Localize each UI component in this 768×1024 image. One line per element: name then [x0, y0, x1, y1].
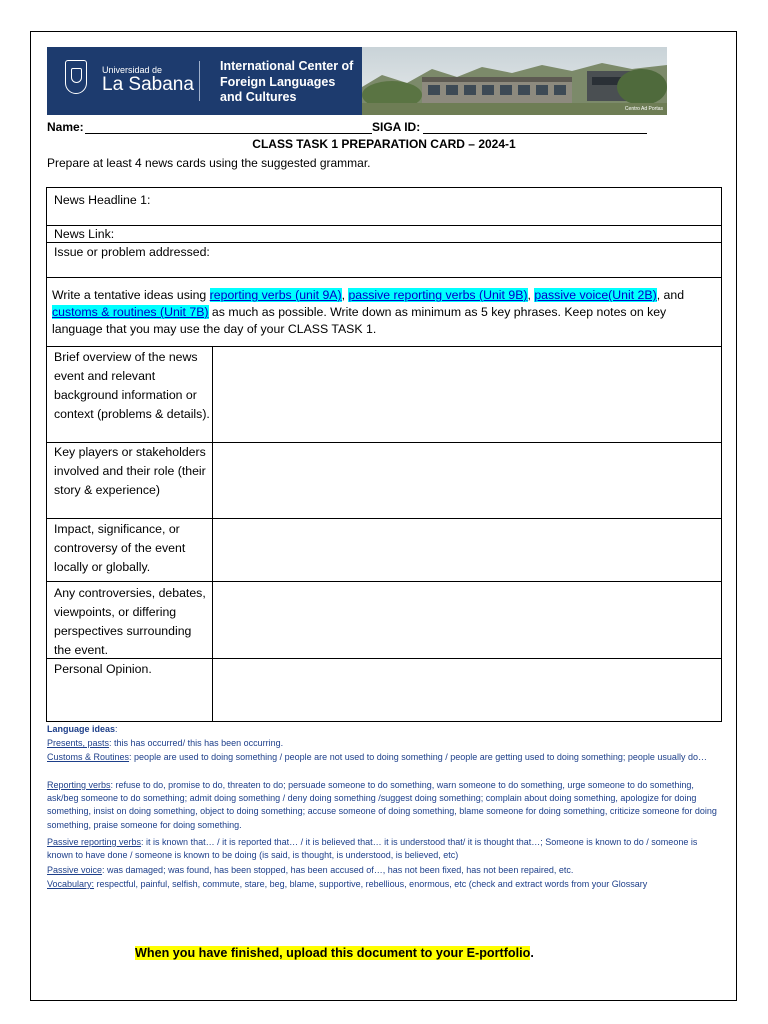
siga-id-label: SIGA ID:	[372, 120, 421, 134]
news-link-label: News Link:	[54, 227, 115, 241]
upload-instruction	[135, 946, 534, 960]
customs-routines-link[interactable]: customs & routines (Unit 7B)	[52, 305, 209, 319]
language-item-label: Passive reporting verbs	[47, 837, 142, 847]
ideas-text-2: as much as possible. Write down as minimum as 5 key phrases. Keep notes on key language that you may use the day of your CLASS TASK 1.	[52, 305, 667, 336]
row-key-players-answer[interactable]	[213, 443, 721, 517]
row-key-players-label: Key players or stakeholders involved and their role (their story & experience)	[54, 445, 206, 497]
language-item-reporting-verbs	[47, 779, 723, 832]
language-item-text: : was damaged; was found, has been stopped, has been accused of…, has not been fixed, has not been repaired, etc.	[102, 865, 574, 875]
language-item-label: Reporting verbs	[47, 780, 111, 790]
center-name: International Center of Foreign Languages and Cultures	[220, 59, 354, 104]
row-overview-answer[interactable]	[213, 347, 721, 441]
issue-field[interactable]	[46, 242, 722, 278]
row-opinion-label: Personal Opinion.	[54, 662, 152, 676]
language-item-text: : people are used to doing something / people are not used to doing something / people are getting used to doing something; people usually do…	[129, 752, 707, 762]
university-shield-icon	[65, 60, 87, 94]
language-item-text: : this has occurred/ this has been occurring.	[109, 738, 284, 748]
university-name: La Sabana	[102, 74, 194, 95]
upload-instruction-period: .	[530, 946, 534, 960]
language-item-label: Passive voice	[47, 865, 103, 875]
university-logo-block	[47, 47, 362, 115]
language-item-label: Customs & Routines	[47, 752, 130, 762]
name-field[interactable]	[85, 133, 372, 134]
language-item-label: Vocabulary:	[47, 879, 95, 889]
language-item-presents	[47, 737, 723, 750]
ideas-sep-2: ,	[527, 288, 535, 302]
news-link-field[interactable]	[46, 225, 722, 243]
language-item-vocabulary	[47, 878, 723, 891]
document-title: CLASS TASK 1 PREPARATION CARD – 2024-1	[252, 137, 516, 151]
ideas-text-1: Write a tentative ideas using	[52, 288, 210, 302]
language-ideas-heading	[47, 723, 723, 736]
passive-voice-link[interactable]: passive voice(Unit 2B)	[534, 288, 657, 302]
language-item-text: : it is known that… / it is reported that… / it is believed that… it is understood that/ it is thought that…; Someone is known to do / someone is known to have done / someone is known to be doing (is said, is thought, is understood, is believed, etc)	[47, 837, 698, 861]
upload-instruction-text: When you have finished, upload this document to your E-portfolio	[135, 946, 531, 960]
campus-photo	[362, 47, 667, 115]
row-impact-label: Impact, significance, or controversy of the event locally or globally.	[54, 522, 186, 574]
ideas-sep-1: ,	[341, 288, 349, 302]
row-controversies-answer[interactable]	[213, 582, 721, 657]
language-item-passive-voice	[47, 864, 723, 877]
photo-caption: Centro Ad Portas	[624, 106, 663, 112]
university-small-label: Universidad de	[102, 65, 163, 75]
language-ideas-title: Language ideas	[47, 724, 116, 734]
language-item-text: : refuse to do, promise to do, threaten to do; persuade someone to do something, warn someone to do something, urge someone to do something, ask/beg someone to do something; admit doing something / deny doing something /suggest doing something; complain about doing something, apologize for doing something, insist on doing something, object to doing something; accuse someone of doing something, blame someone for doing something, criticize someone for doing something, praise someone for doing something.	[47, 780, 717, 830]
row-controversies-label: Any controversies, debates, viewpoints, or differing perspectives surrounding the event.	[54, 586, 206, 657]
language-item-customs	[47, 751, 723, 764]
logo-divider	[199, 61, 200, 101]
row-opinion-answer[interactable]	[213, 659, 721, 721]
language-item-passive-reporting	[47, 836, 723, 862]
siga-id-field[interactable]	[423, 133, 647, 134]
ideas-sep-3: , and	[656, 288, 685, 302]
issue-label: Issue or problem addressed:	[54, 245, 210, 259]
intro-instruction: Prepare at least 4 news cards using the suggested grammar.	[47, 156, 371, 170]
language-ideas-colon: :	[115, 724, 118, 734]
passive-reporting-verbs-link[interactable]: passive reporting verbs (Unit 9B)	[348, 288, 528, 302]
headline-field[interactable]	[46, 187, 722, 226]
row-impact-answer[interactable]	[213, 519, 721, 580]
language-item-text: respectful, painful, selfish, commute, stare, beg, blame, supportive, rebellious, enormous, etc (check and extract words from your Glossary	[94, 879, 648, 889]
language-item-label: Presents, pasts	[47, 738, 110, 748]
row-overview-label: Brief overview of the news event and relevant background information or context (problems & details).	[54, 350, 210, 421]
header-banner	[47, 47, 667, 115]
name-label: Name:	[47, 120, 84, 134]
ideas-instruction	[52, 287, 717, 338]
reporting-verbs-link[interactable]: reporting verbs (unit 9A)	[209, 288, 342, 302]
headline-label: News Headline 1:	[54, 193, 151, 207]
